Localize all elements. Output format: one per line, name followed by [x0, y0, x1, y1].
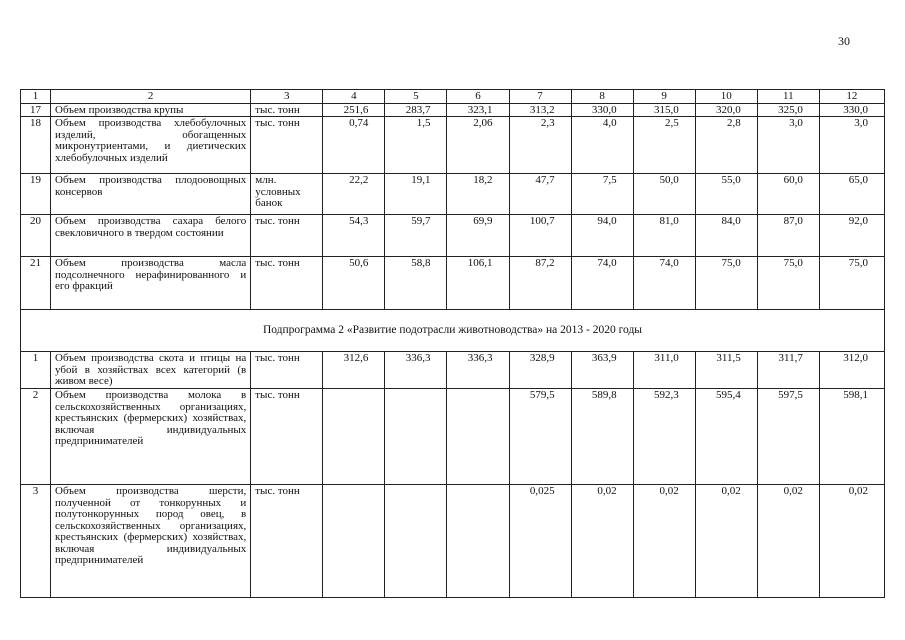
column-number: 11 — [757, 90, 819, 104]
subprogram-row — [21, 310, 885, 352]
value-cell: 4,0 — [571, 117, 633, 174]
value-cell: 330,0 — [819, 103, 884, 117]
table-row — [21, 485, 885, 598]
indicator-name: Объем производства сахара белого свекловичного в твердом состоянии — [51, 215, 251, 257]
column-number: 2 — [51, 90, 251, 104]
unit-of-measure: тыс. тонн — [251, 117, 323, 174]
indicator-name: Объем производства скота и птицы на убой в хозяйствах всех категорий (в живом весе) — [51, 352, 251, 389]
unit-of-measure: тыс. тонн — [251, 389, 323, 485]
value-cell: 50,0 — [633, 174, 695, 215]
value-cell: 87,2 — [509, 257, 571, 310]
value-cell — [447, 485, 509, 598]
value-cell: 7,5 — [571, 174, 633, 215]
row-number: 17 — [21, 103, 51, 117]
value-cell: 363,9 — [571, 352, 633, 389]
value-cell: 47,7 — [509, 174, 571, 215]
value-cell: 336,3 — [385, 352, 447, 389]
value-cell: 18,2 — [447, 174, 509, 215]
value-cell: 0,02 — [819, 485, 884, 598]
unit-of-measure: тыс. тонн — [251, 103, 323, 117]
value-cell: 315,0 — [633, 103, 695, 117]
column-number: 7 — [509, 90, 571, 104]
column-number: 3 — [251, 90, 323, 104]
value-cell: 54,3 — [323, 215, 385, 257]
value-cell: 19,1 — [385, 174, 447, 215]
value-cell: 328,9 — [509, 352, 571, 389]
value-cell: 106,1 — [447, 257, 509, 310]
value-cell: 60,0 — [757, 174, 819, 215]
indicator-name: Объем производства плодоовощных консервов — [51, 174, 251, 215]
column-number: 5 — [385, 90, 447, 104]
value-cell: 59,7 — [385, 215, 447, 257]
value-cell: 311,7 — [757, 352, 819, 389]
value-cell: 313,2 — [509, 103, 571, 117]
value-cell: 74,0 — [633, 257, 695, 310]
row-number: 19 — [21, 174, 51, 215]
indicator-name: Объем производства шерсти, полученной от тонкорунных и полутонкорунных пород овец, в сельскохозяйственных организациях, крестьянских (фермерских) хозяйствах, включая индивидуальных предпринимателей — [51, 485, 251, 598]
value-cell: 330,0 — [571, 103, 633, 117]
value-cell: 0,02 — [571, 485, 633, 598]
value-cell — [385, 485, 447, 598]
row-number: 3 — [21, 485, 51, 598]
value-cell: 0,02 — [757, 485, 819, 598]
value-cell: 75,0 — [757, 257, 819, 310]
value-cell: 65,0 — [819, 174, 884, 215]
value-cell: 2,5 — [633, 117, 695, 174]
table-row — [21, 352, 885, 389]
row-number: 20 — [21, 215, 51, 257]
table-row — [21, 257, 885, 310]
unit-of-measure: тыс. тонн — [251, 215, 323, 257]
value-cell: 84,0 — [695, 215, 757, 257]
subprogram-title: Подпрограмма 2 «Развитие подотрасли животноводства» на 2013 - 2020 годы — [21, 310, 885, 352]
unit-of-measure: тыс. тонн — [251, 257, 323, 310]
value-cell: 283,7 — [385, 103, 447, 117]
value-cell: 74,0 — [571, 257, 633, 310]
value-cell: 55,0 — [695, 174, 757, 215]
value-cell: 92,0 — [819, 215, 884, 257]
value-cell: 3,0 — [757, 117, 819, 174]
row-number: 21 — [21, 257, 51, 310]
indicator-name: Объем производства крупы — [51, 103, 251, 117]
value-cell: 3,0 — [819, 117, 884, 174]
value-cell: 595,4 — [695, 389, 757, 485]
value-cell: 87,0 — [757, 215, 819, 257]
value-cell: 100,7 — [509, 215, 571, 257]
indicators-table — [20, 89, 885, 598]
value-cell: 0,025 — [509, 485, 571, 598]
table-row — [21, 215, 885, 257]
value-cell: 0,02 — [633, 485, 695, 598]
value-cell: 592,3 — [633, 389, 695, 485]
column-number: 12 — [819, 90, 884, 104]
column-number: 8 — [571, 90, 633, 104]
header-row — [21, 90, 885, 104]
value-cell: 2,06 — [447, 117, 509, 174]
value-cell: 251,6 — [323, 103, 385, 117]
value-cell: 336,3 — [447, 352, 509, 389]
indicator-name: Объем производства масла подсолнечного нерафинированного и его фракций — [51, 257, 251, 310]
column-number: 10 — [695, 90, 757, 104]
row-number: 1 — [21, 352, 51, 389]
table-row — [21, 117, 885, 174]
table-row — [21, 174, 885, 215]
unit-of-measure: тыс. тонн — [251, 352, 323, 389]
value-cell: 75,0 — [695, 257, 757, 310]
column-number: 6 — [447, 90, 509, 104]
row-number: 18 — [21, 117, 51, 174]
indicator-name: Объем производства молока в сельскохозяйственных организациях, крестьянских (фермерских) хозяйствах, включая индивидуальных предпринимателей — [51, 389, 251, 485]
value-cell: 58,8 — [385, 257, 447, 310]
value-cell: 597,5 — [757, 389, 819, 485]
value-cell: 311,0 — [633, 352, 695, 389]
column-number: 1 — [21, 90, 51, 104]
value-cell: 589,8 — [571, 389, 633, 485]
value-cell: 598,1 — [819, 389, 884, 485]
value-cell: 579,5 — [509, 389, 571, 485]
value-cell: 22,2 — [323, 174, 385, 215]
value-cell: 81,0 — [633, 215, 695, 257]
table-row — [21, 103, 885, 117]
row-number: 2 — [21, 389, 51, 485]
table-row — [21, 389, 885, 485]
value-cell: 75,0 — [819, 257, 884, 310]
value-cell — [323, 485, 385, 598]
value-cell: 2,3 — [509, 117, 571, 174]
unit-of-measure: тыс. тонн — [251, 485, 323, 598]
value-cell: 325,0 — [757, 103, 819, 117]
value-cell: 94,0 — [571, 215, 633, 257]
value-cell: 0,74 — [323, 117, 385, 174]
value-cell: 2,8 — [695, 117, 757, 174]
value-cell: 312,6 — [323, 352, 385, 389]
indicator-name: Объем производства хлебобулочных изделий, обогащенных микронутриентами, и диетических хлебобулочных изделий — [51, 117, 251, 174]
value-cell: 311,5 — [695, 352, 757, 389]
value-cell: 69,9 — [447, 215, 509, 257]
value-cell: 320,0 — [695, 103, 757, 117]
value-cell — [447, 389, 509, 485]
unit-of-measure: млн. условных банок — [251, 174, 323, 215]
value-cell — [323, 389, 385, 485]
value-cell — [385, 389, 447, 485]
value-cell: 312,0 — [819, 352, 884, 389]
value-cell: 0,02 — [695, 485, 757, 598]
value-cell: 323,1 — [447, 103, 509, 117]
value-cell: 1,5 — [385, 117, 447, 174]
value-cell: 50,6 — [323, 257, 385, 310]
column-number: 4 — [323, 90, 385, 104]
column-number: 9 — [633, 90, 695, 104]
page-number: 30 — [838, 34, 850, 48]
